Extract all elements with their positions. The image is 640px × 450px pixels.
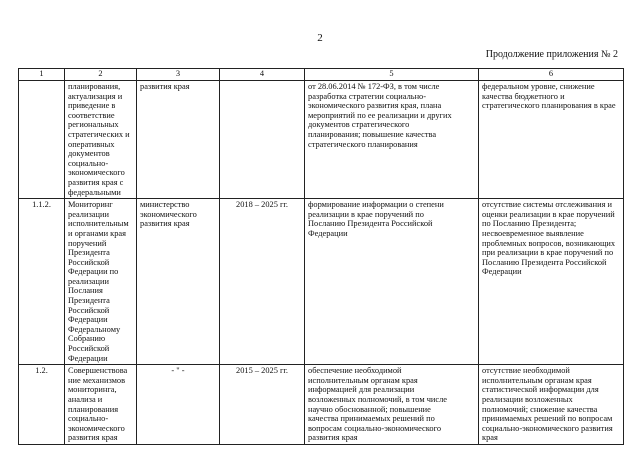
table-row [19, 365, 624, 445]
table-header-row [19, 69, 624, 81]
period-cell: 2015 – 2025 гг. [220, 365, 305, 445]
measure-name-cell: Мониторинг реализации исполнительным и органами края поручений Президента Российской Федерации по реализации Послания Президента Российской Федерации Федеральному Собранию Российской Федерации [65, 199, 137, 365]
table-row [19, 81, 624, 199]
column-header: 4 [220, 69, 305, 81]
period-cell [220, 81, 305, 199]
column-header: 3 [137, 69, 220, 81]
row-number-cell [19, 81, 65, 199]
row-number-cell: 1.1.2. [19, 199, 65, 365]
column-header: 1 [19, 69, 65, 81]
column-header: 6 [479, 69, 624, 81]
responsible-cell: министерство экономического развития края [137, 199, 220, 365]
responsible-cell: развития края [137, 81, 220, 199]
appendix-table [18, 68, 624, 445]
period-cell: 2018 – 2025 гг. [220, 199, 305, 365]
consequences-cell: отсутствие необходимой исполнительным органам края статистической информации для реализации возложенных полномочий; снижение качества принимаемых решений по вопросам социально-экономического развития края [479, 365, 624, 445]
continuation-label: Продолжение приложения № 2 [485, 49, 618, 60]
page-number: 2 [317, 32, 323, 44]
column-header: 5 [305, 69, 479, 81]
column-header: 2 [65, 69, 137, 81]
expected-result-cell: обеспечение необходимой исполнительным органам края информацией для реализации возложенных полномочий, в том числе научно обоснованной; повышение качества принимаемых решений по вопросам социально-экономического развития края [305, 365, 479, 445]
expected-result-cell: формирование информации о степени реализации в крае поручений по Посланию Президента Российской Федерации [305, 199, 479, 365]
responsible-cell: - " - [137, 365, 220, 445]
consequences-cell: отсутствие системы отслеживания и оценки реализации в крае поручений по Посланию Президента; несвоевременное выявление проблемных вопросов, возникающих при реализации в крае поручений по Посланию Президента Российской Федерации [479, 199, 624, 365]
measure-name-cell: Совершенствова ние механизмов мониторинга, анализа и планирования социально- экономического развития края [65, 365, 137, 445]
consequences-cell: федеральном уровне, снижение качества бюджетного и стратегического планирования в крае [479, 81, 624, 199]
expected-result-cell: от 28.06.2014 № 172-ФЗ, в том числе разработка стратегии социально- экономического развития края, плана мероприятий по ее реализации и других документов стратегического планирования; повышение качества стратегического планирования [305, 81, 479, 199]
row-number-cell: 1.2. [19, 365, 65, 445]
table-row [19, 199, 624, 365]
measure-name-cell: планирования, актуализация и приведение в соответствие региональных стратегических и оперативных документов социально- экономического развития края с федеральными [65, 81, 137, 199]
